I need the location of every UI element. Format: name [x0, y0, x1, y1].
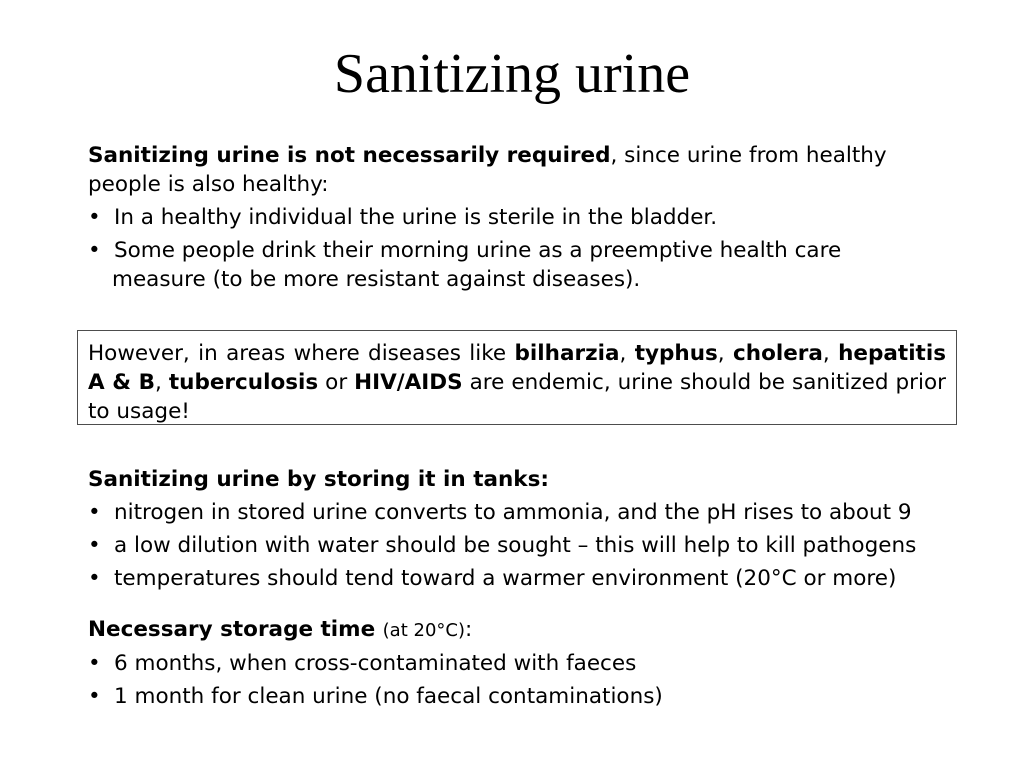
disease-hepatitis: hepatitis A & B	[88, 341, 947, 395]
storage-bullet	[88, 682, 948, 711]
separator: ,	[717, 341, 734, 366]
storage-bullet-text: 6 months, when cross-contaminated with faeces	[114, 651, 637, 676]
slide-title: Sanitizing urine	[333, 43, 691, 105]
intro-bullet	[88, 203, 948, 232]
tanks-bullet	[88, 564, 948, 593]
separator: ,	[619, 341, 635, 366]
warning-paragraph	[88, 339, 946, 426]
disease-cholera: cholera	[733, 341, 823, 366]
tanks-bullet-text: temperatures should tend toward a warmer environment (20°C or more)	[114, 566, 897, 591]
separator: or	[318, 370, 355, 395]
bullet-marker: •	[88, 500, 101, 525]
bullet-marker: •	[88, 205, 101, 230]
tanks-heading: Sanitizing urine by storing it in tanks:	[88, 467, 550, 492]
warning-text-start: However, in areas where diseases like	[88, 341, 515, 366]
storage-colon: :	[464, 617, 473, 642]
warning-box	[77, 330, 957, 425]
bullet-marker: •	[88, 238, 101, 263]
intro-lead-rest: , since urine from healthy people is also healthy:	[88, 143, 887, 197]
tanks-bullet	[88, 498, 948, 527]
storage-section	[88, 615, 948, 711]
bullet-marker: •	[88, 684, 101, 709]
separator: ,	[155, 370, 169, 395]
tanks-section	[88, 465, 948, 593]
tanks-bullet-text: nitrogen in stored urine converts to ammonia, and the pH rises to about 9	[114, 500, 912, 525]
storage-bullet	[88, 649, 948, 678]
intro-bullet-text: In a healthy individual the urine is sterile in the bladder.	[114, 205, 718, 230]
disease-hiv-aids: HIV/AIDS	[354, 370, 463, 395]
disease-typhus: typhus	[634, 341, 718, 366]
storage-heading-line	[88, 615, 948, 645]
disease-bilharzia: bilharzia	[514, 341, 620, 366]
intro-paragraph	[88, 141, 948, 199]
intro-bullet-continuation: measure (to be more resistant against diseases).	[112, 267, 641, 292]
intro-lead-bold: Sanitizing urine is not necessarily required	[88, 143, 611, 168]
tanks-bullet-text: a low dilution with water should be sought – this will help to kill pathogens	[114, 533, 917, 558]
tanks-bullet	[88, 531, 948, 560]
intro-bullet	[88, 236, 948, 265]
storage-heading: Necessary storage time	[88, 617, 376, 642]
bullet-marker: •	[88, 651, 101, 676]
disease-tuberculosis: tuberculosis	[168, 370, 319, 395]
warning-text-end: are endemic, urine should be sanitized prior to usage!	[88, 370, 946, 424]
storage-bullet-text: 1 month for clean urine (no faecal contaminations)	[114, 684, 663, 709]
storage-note: (at 20°C)	[382, 620, 465, 641]
bullet-marker: •	[88, 566, 101, 591]
intro-section	[88, 141, 948, 294]
bullet-marker: •	[88, 533, 101, 558]
separator: ,	[822, 341, 839, 366]
intro-bullet-text: Some people drink their morning urine as a preemptive health care	[114, 238, 842, 263]
